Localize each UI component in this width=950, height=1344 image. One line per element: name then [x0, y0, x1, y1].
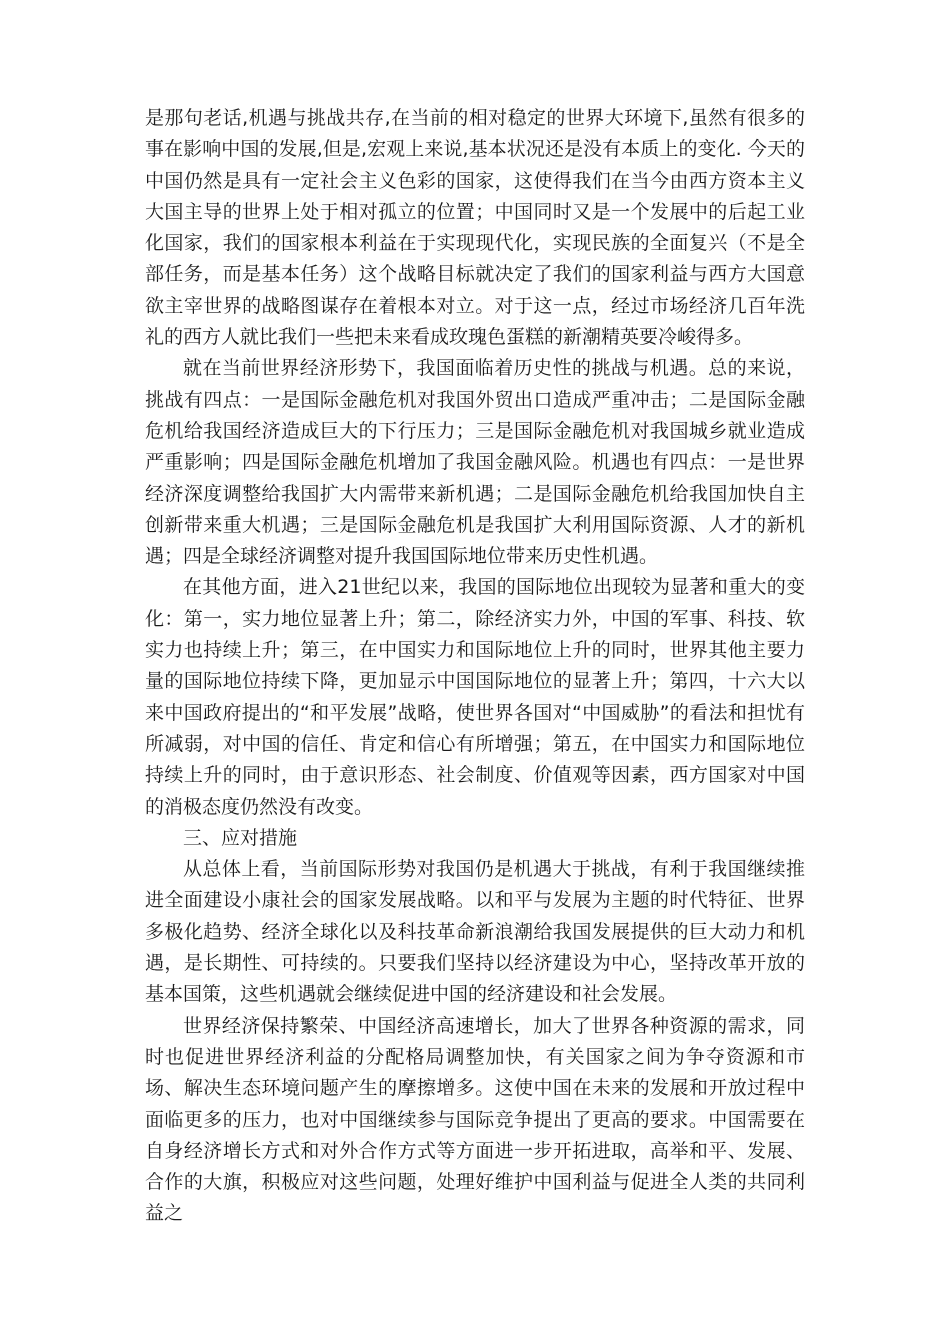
paragraph-international-status: 在其他方面，进入21世纪以来，我国的国际地位出现较为显著和重大的变化：第一，实力地位显著上升；第二，除经济实力外，中国的军事、科技、软实力也持续上升；第三，在中国实力和国际地位上升的同时，世界其他主要力量的国际地位持续下降，更加显示中国国际地位的显著上升；第四，十六大以来中国政府提出的“和平发展”战略，使世界各国对“中国威胁”的看法和担忧有所减弱，对中国的信任、肯定和信心有所增强；第五，在中国实力和国际地位持续上升的同时，由于意识形态、社会制度、价值观等因素，西方国家对中国的消极态度仍然没有改变。 — [145, 576, 805, 818]
document-body — [145, 103, 805, 1230]
paragraph-overall-situation: 从总体上看，当前国际形势对我国仍是机遇大于挑战，有利于我国继续推进全面建设小康社会的国家发展战略。以和平与发展为主题的时代特征、世界多极化趋势、经济全球化以及科技革命新浪潮给我国发展提供的巨大动力和机遇，是长期性、可持续的。只要我们坚持以经济建设为中心，坚持改革开放的基本国策，这些机遇就会继续促进中国的经济建设和社会发展。 — [145, 858, 805, 1006]
paragraph-world-economy: 世界经济保持繁荣、中国经济高速增长，加大了世界各种资源的需求，同时也促进世界经济利益的分配格局调整加快，有关国家之间为争夺资源和市场、解决生态环境问题产生的摩擦增多。这使中国在未来的发展和开放过程中面临更多的压力，也对中国继续参与国际竞争提出了更高的要求。中国需要在自身经济增长方式和对外合作方式等方面进一步开拓进取，高举和平、发展、合作的大旗，积极应对这些问题，处理好维护中国利益与促进全人类的共同利益之 — [145, 1014, 805, 1225]
section-heading: 三、应对措施 — [183, 826, 298, 849]
paragraph-challenges-and-opportunities: 就在当前世界经济形势下，我国面临着历史性的挑战与机遇。总的来说，挑战有四点：一是国际金融危机对我国外贸出口造成严重冲击；二是国际金融危机给我国经济造成巨大的下行压力；三是国际金融危机对我国城乡就业造成严重影响；四是国际金融危机增加了我国金融风险。机遇也有四点：一是世界经济深度调整给我国扩大内需带来新机遇；二是国际金融危机给我国加快自主创新带来重大机遇；三是国际金融危机是我国扩大利用国际资源、人才的新机遇；四是全球经济调整对提升我国国际地位带来历史性机遇。 — [145, 357, 805, 568]
paragraph-opportunity-challenge: 是那句老话,机遇与挑战共存,在当前的相对稳定的世界大环境下,虽然有很多的事在影响中国的发展,但是,宏观上来说,基本状况还是没有本质上的变化. 今天的中国仍然是具有一定社会主义色彩的国家，这使得我们在当今由西方资本主义大国主导的世界上处于相对孤立的位置；中国同时又是一个发展中的后起工业化国家，我们的国家根本利益在于实现现代化，实现民族的全面复兴（不是全部任务，而是基本任务）这个战略目标就决定了我们的国家利益与西方大国意欲主宰世界的战略图谋存在着根本对立。对于这一点，经过市场经济几百年洗礼的西方人就比我们一些把未来看成玫瑰色蛋糕的新潮精英要冷峻得多。 — [145, 107, 805, 349]
